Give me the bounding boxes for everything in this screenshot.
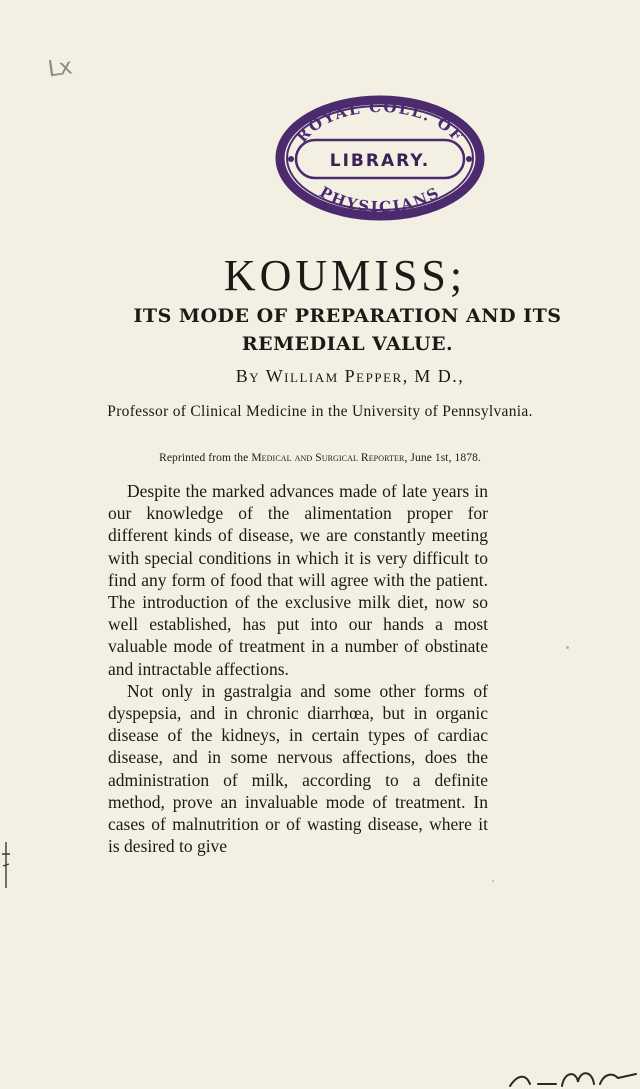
margin-mark (0, 840, 12, 890)
author-degree: M D., (414, 366, 465, 386)
page-title: KOUMISS; (223, 251, 467, 300)
reprint-suffix: , June 1st, 1878. (404, 452, 481, 464)
reprint-source: Medical and Surgical Reporter (251, 452, 405, 464)
author-name: William Pepper, (265, 366, 409, 386)
byline-prefix: By (235, 366, 261, 386)
paper-speck (566, 646, 569, 649)
reprint-note (80, 452, 560, 464)
pencil-annotation: Lx (46, 54, 73, 83)
author-affiliation: Professor of Clinical Medicine in the University of Pennsylvania. (107, 403, 533, 420)
paragraph: Not only in gastralgia and some other forms of dyspepsia, and in chronic diarrhœa, but in organic disease of the kidneys, in certain types of cardiac disease, and in some nervous affections, does the administration of milk, according to a definite method, prove an invaluable mode of treatment. In cases of malnutrition or of wasting disease, where it is desired to give (108, 680, 488, 857)
library-stamp (270, 92, 490, 224)
body-text (108, 480, 488, 857)
handwritten-shelfmark (500, 1060, 640, 1089)
subtitle-line-1: ITS MODE OF PREPARATION AND ITS (133, 305, 562, 327)
subtitle (0, 302, 640, 358)
reprint-prefix: Reprinted from the (159, 452, 249, 464)
stamp-top-text: ROYAL COLL. OF (292, 97, 468, 147)
stamp-bottom-text: PHYSICIANS (316, 182, 444, 217)
subtitle-line-2: REMEDIAL VALUE. (241, 333, 454, 355)
paragraph: Despite the marked advances made of late years in our knowledge of the alimentation proper for different kinds of disease, we are constantly meeting with special conditions in which it is very difficult to find any form of food that will agree with the patient. The introduction of the exclusive milk diet, now so well established, has put into our hands a most valuable mode of treatment in a number of obstinate and intractable affections. (108, 481, 488, 679)
stamp-center-text: LIBRARY. (329, 151, 431, 171)
paper-speck (492, 880, 494, 882)
byline (0, 366, 640, 387)
